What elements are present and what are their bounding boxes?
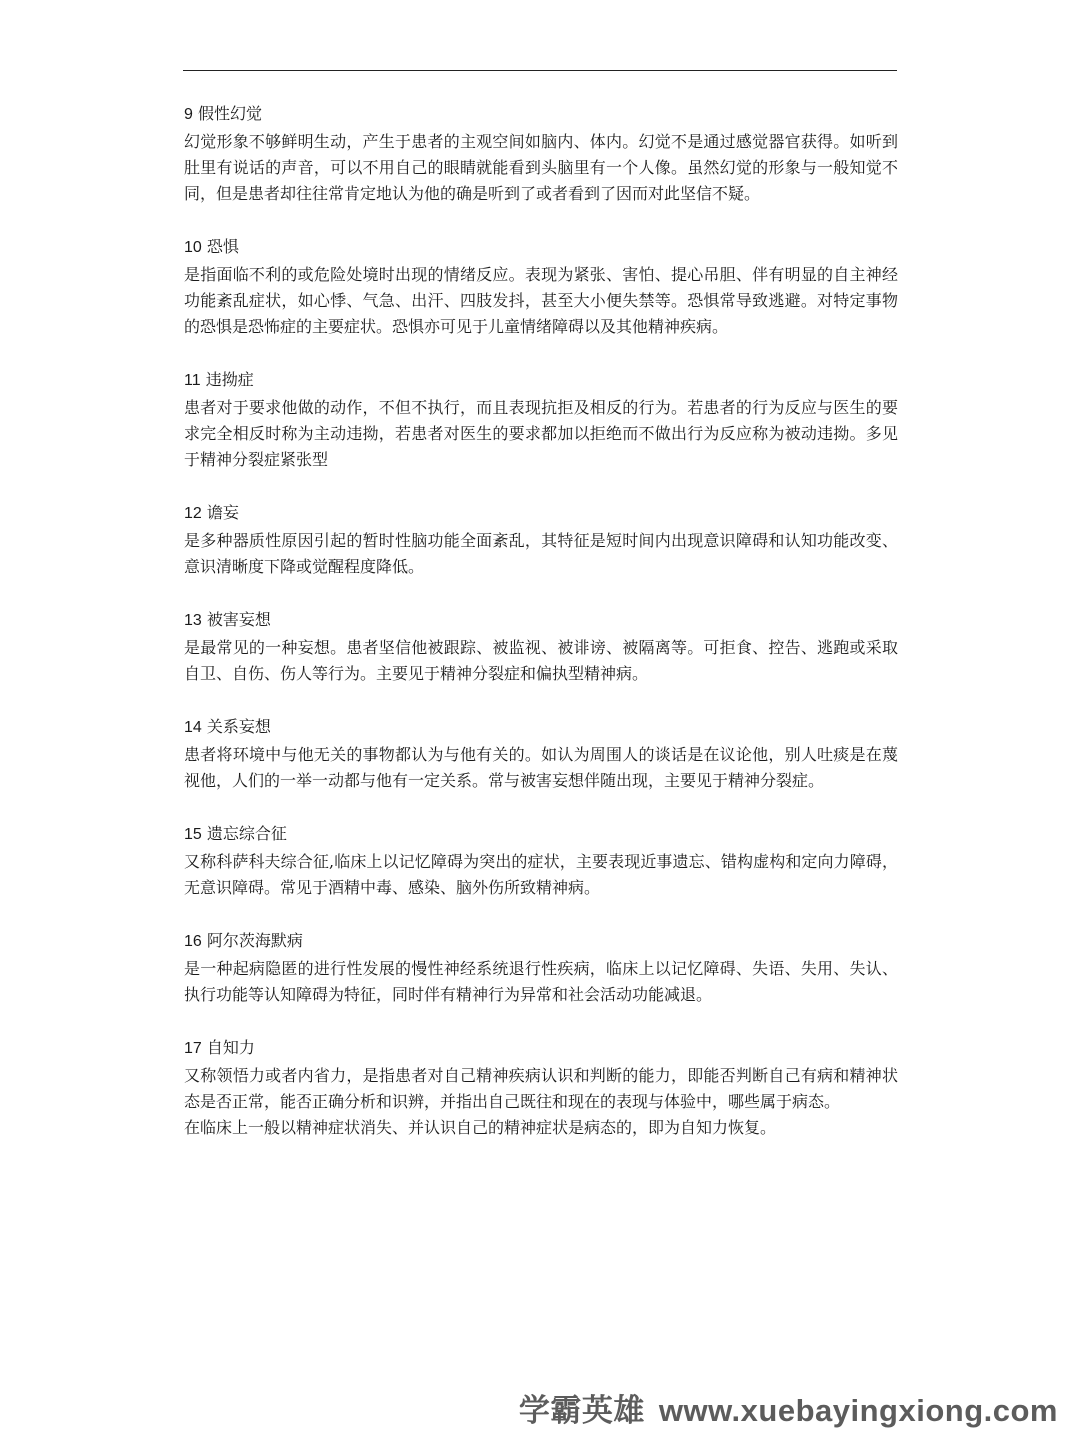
term-heading: [184, 233, 898, 262]
term-entry: [184, 713, 898, 794]
term-entry: [184, 1034, 898, 1141]
term-definition: 患者将环境中与他无关的事物都认为与他有关的。如认为周围人的谈话是在议论他，别人吐痰是在蔑视他，人们的一举一动都与他有一定关系。常与被害妄想伴随出现，主要见于精神分裂症。: [184, 745, 898, 790]
term-title: 恐惧: [206, 237, 239, 256]
header-rule: [183, 70, 897, 71]
term-number: 14: [184, 719, 202, 736]
watermark-brand: 学霸英雄: [518, 1393, 645, 1429]
term-number: 12: [184, 505, 202, 522]
term-definition: 在临床上一般以精神症状消失、并认识自己的精神症状是病态的，即为自知力恢复。: [184, 1118, 777, 1137]
term-number: 15: [184, 826, 202, 843]
document-body: [184, 100, 898, 1167]
term-entry: [184, 100, 898, 207]
watermark-url: www.xuebayingxiong.com: [658, 1393, 1058, 1428]
term-entry: [184, 366, 898, 473]
term-number: 13: [184, 612, 202, 629]
term-title: 遗忘综合征: [206, 824, 287, 843]
term-entry: [184, 499, 898, 580]
term-heading: [184, 499, 898, 528]
term-definition: 是最常见的一种妄想。患者坚信他被跟踪、被监视、被诽谤、被隔离等。可拒食、控告、逃跑或采取自卫、自伤、伤人等行为。主要见于精神分裂症和偏执型精神病。: [184, 638, 898, 683]
term-title: 被害妄想: [206, 610, 271, 629]
term-definition: 是指面临不利的或危险处境时出现的情绪反应。表现为紧张、害怕、提心吊胆、伴有明显的自主神经功能紊乱症状，如心悸、气急、出汗、四肢发抖，甚至大小便失禁等。恐惧常导致逃避。对特定事物的恐惧是恐怖症的主要症状。恐惧亦可见于儿童情绪障碍以及其他精神疾病。: [184, 265, 898, 336]
term-definition: 是一种起病隐匿的进行性发展的慢性神经系统退行性疾病，临床上以记忆障碍、失语、失用、失认、执行功能等认知障碍为特征，同时伴有精神行为异常和社会活动功能减退。: [184, 959, 898, 1004]
term-heading: [184, 927, 898, 956]
term-definition: 又称科萨科夫综合征,临床上以记忆障碍为突出的症状，主要表现近事遗忘、错构虚构和定向力障碍，无意识障碍。常见于酒精中毒、感染、脑外伤所致精神病。: [184, 852, 898, 897]
term-entry: [184, 606, 898, 687]
term-title: 自知力: [206, 1038, 255, 1057]
term-heading: [184, 1034, 898, 1063]
term-number: 11: [184, 372, 201, 389]
term-definition: 又称领悟力或者内省力，是指患者对自己精神疾病认识和判断的能力，即能否判断自己有病和精神状态是否正常，能否正确分析和识辨，并指出自己既往和现在的表现与体验中，哪些属于病态。: [184, 1066, 898, 1111]
term-title: 阿尔茨海默病: [206, 931, 303, 950]
term-number: 17: [184, 1040, 202, 1057]
term-number: 10: [184, 239, 202, 256]
site-watermark: [519, 1385, 1058, 1430]
term-entry: [184, 927, 898, 1008]
term-title: 假性幻觉: [198, 104, 263, 123]
term-heading: [184, 713, 898, 742]
term-heading: [184, 366, 898, 395]
term-definition: 患者对于要求他做的动作，不但不执行，而且表现抗拒及相反的行为。若患者的行为反应与医生的要求完全相反时称为主动违拗，若患者对医生的要求都加以拒绝而不做出行为反应称为被动违拗。多见于精神分裂症紧张型: [184, 398, 898, 469]
term-number: 9: [184, 106, 193, 123]
term-title: 违拗症: [205, 370, 254, 389]
term-definition: 是多种器质性原因引起的暂时性脑功能全面紊乱，其特征是短时间内出现意识障碍和认知功能改变、意识清晰度下降或觉醒程度降低。: [184, 531, 898, 576]
term-number: 16: [184, 933, 202, 950]
term-heading: [184, 820, 898, 849]
term-heading: [184, 100, 898, 129]
term-heading: [184, 606, 898, 635]
term-entry: [184, 820, 898, 901]
term-title: 关系妄想: [206, 717, 271, 736]
term-definition: 幻觉形象不够鲜明生动，产生于患者的主观空间如脑内、体内。幻觉不是通过感觉器官获得。如听到肚里有说话的声音，可以不用自己的眼睛就能看到头脑里有一个人像。虽然幻觉的形象与一般知觉不同，但是患者却往往常肯定地认为他的确是听到了或者看到了因而对此坚信不疑。: [184, 132, 898, 203]
term-title: 谵妄: [206, 503, 239, 522]
term-entry: [184, 233, 898, 340]
